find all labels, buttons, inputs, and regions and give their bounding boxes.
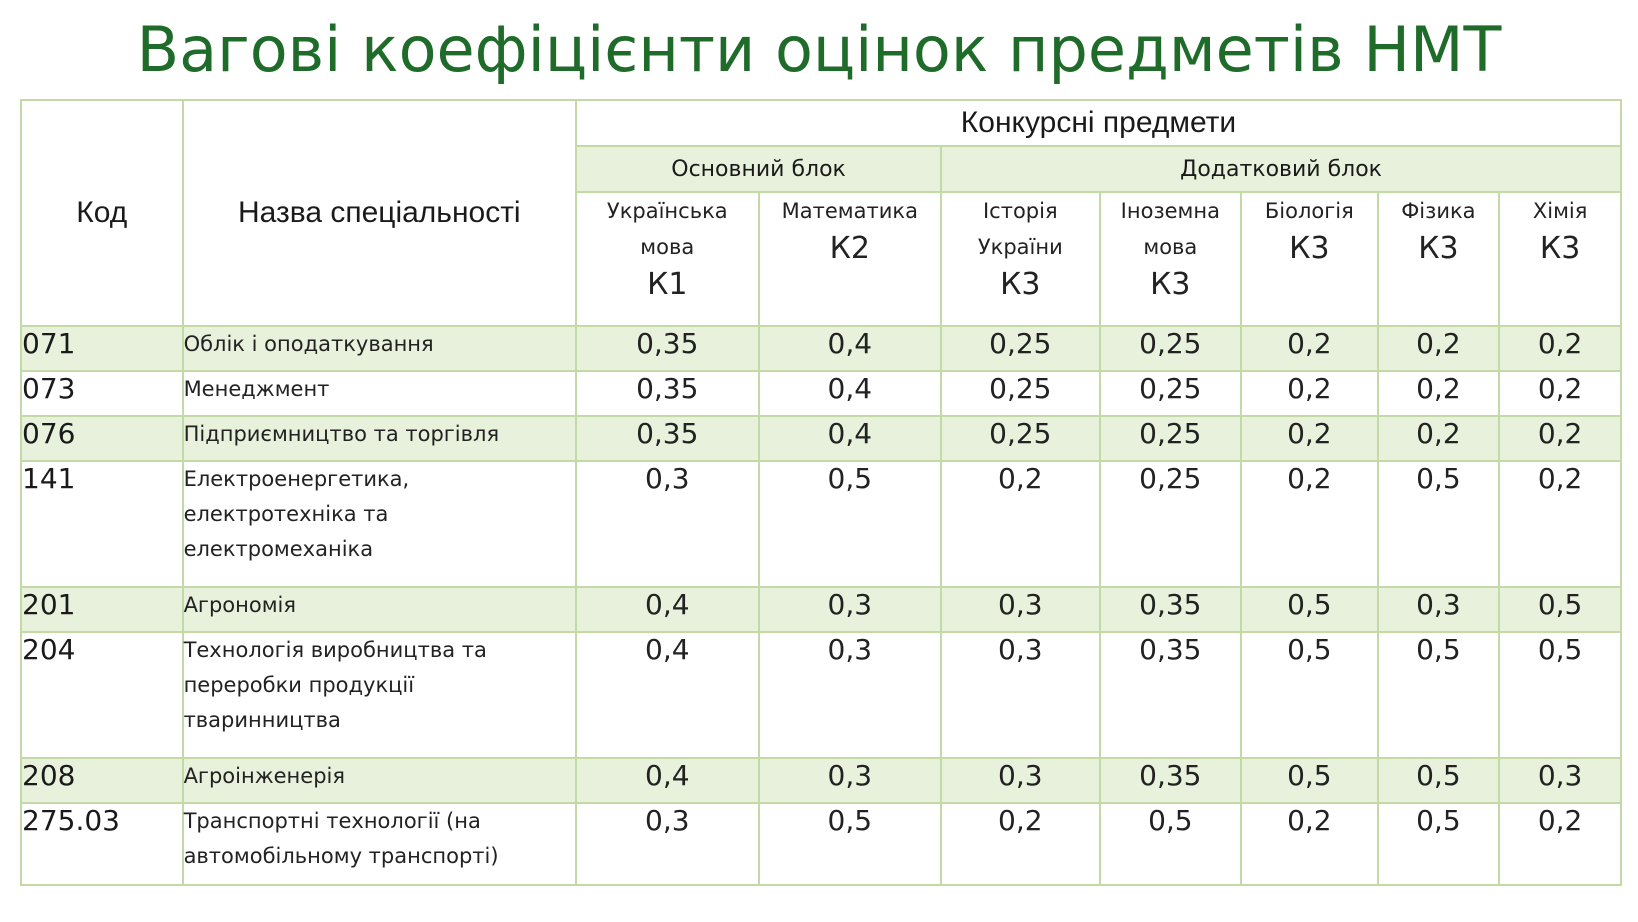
coefficient-value: 0,2 bbox=[1378, 416, 1500, 461]
subject-name: Біологія bbox=[1264, 199, 1354, 223]
table-row bbox=[21, 461, 1621, 587]
table-row bbox=[21, 758, 1621, 803]
subject-header bbox=[576, 192, 759, 326]
coefficient-value: 0,5 bbox=[1241, 632, 1377, 758]
coefficient-value: 0,5 bbox=[1378, 758, 1500, 803]
coefficient-value: 0,2 bbox=[941, 461, 1099, 587]
specialty-name: Агроінженерія bbox=[183, 758, 576, 803]
competitive-subjects-header: Конкурсні предмети bbox=[576, 100, 1621, 146]
subject-header bbox=[1499, 192, 1621, 326]
specialty-name: Транспортні технології (на автомобільному транспорті) bbox=[183, 803, 576, 885]
subject-header bbox=[759, 192, 942, 326]
coefficient-value: 0,2 bbox=[1241, 461, 1377, 587]
coefficient-value: 0,25 bbox=[1100, 416, 1242, 461]
subject-coefficient-label: К3 bbox=[1289, 231, 1330, 266]
coefficient-value: 0,2 bbox=[1378, 371, 1500, 416]
subject-coefficient-label: К1 bbox=[647, 267, 688, 302]
code-header: Код bbox=[21, 100, 183, 326]
coefficient-value: 0,4 bbox=[576, 632, 759, 758]
coefficient-value: 0,35 bbox=[576, 416, 759, 461]
subject-name: Математика bbox=[781, 199, 918, 223]
page-title: Вагові коефіцієнти оцінок предметів НМТ bbox=[136, 13, 1502, 86]
coefficient-value: 0,3 bbox=[1378, 587, 1500, 632]
coefficient-value: 0,35 bbox=[576, 326, 759, 371]
subject-name: Історія України bbox=[977, 199, 1063, 259]
coefficient-value: 0,4 bbox=[759, 416, 942, 461]
specialty-code: 204 bbox=[21, 632, 183, 758]
coefficient-value: 0,5 bbox=[1241, 758, 1377, 803]
table-row bbox=[21, 587, 1621, 632]
coefficient-value: 0,4 bbox=[759, 326, 942, 371]
coefficients-table bbox=[20, 99, 1622, 886]
specialty-name: Підприємництво та торгівля bbox=[183, 416, 576, 461]
coefficient-value: 0,5 bbox=[759, 803, 942, 885]
coefficient-value: 0,3 bbox=[941, 758, 1099, 803]
coefficient-value: 0,5 bbox=[1378, 632, 1500, 758]
main-block-header: Основний блок bbox=[576, 146, 941, 192]
specialty-code: 275.03 bbox=[21, 803, 183, 885]
coefficient-value: 0,25 bbox=[941, 371, 1099, 416]
subject-header bbox=[941, 192, 1099, 326]
subject-name: Хімія bbox=[1532, 199, 1588, 223]
coefficient-value: 0,25 bbox=[1100, 461, 1242, 587]
coefficient-value: 0,35 bbox=[576, 371, 759, 416]
coefficient-value: 0,2 bbox=[1499, 371, 1621, 416]
coefficient-value: 0,4 bbox=[576, 587, 759, 632]
coefficient-value: 0,25 bbox=[941, 416, 1099, 461]
specialty-code: 201 bbox=[21, 587, 183, 632]
subject-name: Фізика bbox=[1401, 199, 1476, 223]
coefficient-value: 0,3 bbox=[576, 803, 759, 885]
coefficient-value: 0,3 bbox=[941, 632, 1099, 758]
coefficient-value: 0,3 bbox=[759, 758, 942, 803]
specialty-code: 071 bbox=[21, 326, 183, 371]
specialty-name: Електроенергетика, електротехніка та електромеханіка bbox=[183, 461, 576, 587]
table-row bbox=[21, 371, 1621, 416]
table-row bbox=[21, 416, 1621, 461]
name-header: Назва спеціальності bbox=[183, 100, 576, 326]
subject-header bbox=[1378, 192, 1500, 326]
subject-header bbox=[1241, 192, 1377, 326]
coefficient-value: 0,35 bbox=[1100, 587, 1242, 632]
coefficient-value: 0,2 bbox=[1499, 326, 1621, 371]
coefficient-value: 0,3 bbox=[759, 632, 942, 758]
coefficient-value: 0,5 bbox=[1100, 803, 1242, 885]
coefficient-value: 0,5 bbox=[1499, 632, 1621, 758]
coefficient-value: 0,3 bbox=[941, 587, 1099, 632]
coefficient-value: 0,2 bbox=[1241, 803, 1377, 885]
table-row bbox=[21, 632, 1621, 758]
subject-coefficient-label: К3 bbox=[1539, 231, 1581, 266]
coefficient-value: 0,3 bbox=[1499, 758, 1621, 803]
coefficient-value: 0,5 bbox=[759, 461, 942, 587]
subject-name: Українська мова bbox=[606, 199, 728, 259]
subject-name: Іноземна мова bbox=[1120, 199, 1220, 259]
coefficient-value: 0,2 bbox=[1499, 416, 1621, 461]
coefficient-value: 0,3 bbox=[759, 587, 942, 632]
coefficient-value: 0,3 bbox=[576, 461, 759, 587]
coefficient-value: 0,5 bbox=[1499, 587, 1621, 632]
specialty-name: Облік і оподаткування bbox=[183, 326, 576, 371]
additional-block-header: Додатковий блок bbox=[941, 146, 1621, 192]
subject-coefficient-label: К3 bbox=[1000, 267, 1041, 302]
subject-coefficient-label: К3 bbox=[1418, 231, 1459, 266]
coefficient-value: 0,2 bbox=[1241, 371, 1377, 416]
specialty-code: 076 bbox=[21, 416, 183, 461]
specialty-name: Агрономія bbox=[183, 587, 576, 632]
coefficient-value: 0,2 bbox=[941, 803, 1099, 885]
subject-coefficient-label: К2 bbox=[829, 231, 871, 266]
coefficient-value: 0,25 bbox=[941, 326, 1099, 371]
coefficient-value: 0,2 bbox=[1378, 326, 1500, 371]
specialty-name: Менеджмент bbox=[183, 371, 576, 416]
specialty-code: 208 bbox=[21, 758, 183, 803]
coefficient-value: 0,5 bbox=[1241, 587, 1377, 632]
coefficient-value: 0,25 bbox=[1100, 371, 1242, 416]
coefficient-value: 0,2 bbox=[1499, 803, 1621, 885]
coefficient-value: 0,5 bbox=[1378, 803, 1500, 885]
coefficient-value: 0,4 bbox=[576, 758, 759, 803]
coefficient-value: 0,35 bbox=[1100, 632, 1242, 758]
coefficient-value: 0,25 bbox=[1100, 326, 1242, 371]
subject-header bbox=[1100, 192, 1242, 326]
coefficient-value: 0,2 bbox=[1499, 461, 1621, 587]
table-row bbox=[21, 803, 1621, 885]
specialty-name: Технологія виробництва та переробки продукції тваринництва bbox=[183, 632, 576, 758]
coefficient-value: 0,2 bbox=[1241, 416, 1377, 461]
coefficient-value: 0,4 bbox=[759, 371, 942, 416]
coefficient-value: 0,5 bbox=[1378, 461, 1500, 587]
coefficient-value: 0,2 bbox=[1241, 326, 1377, 371]
coefficient-value: 0,35 bbox=[1100, 758, 1242, 803]
subject-coefficient-label: К3 bbox=[1150, 267, 1191, 302]
specialty-code: 141 bbox=[21, 461, 183, 587]
specialty-code: 073 bbox=[21, 371, 183, 416]
table-row bbox=[21, 326, 1621, 371]
